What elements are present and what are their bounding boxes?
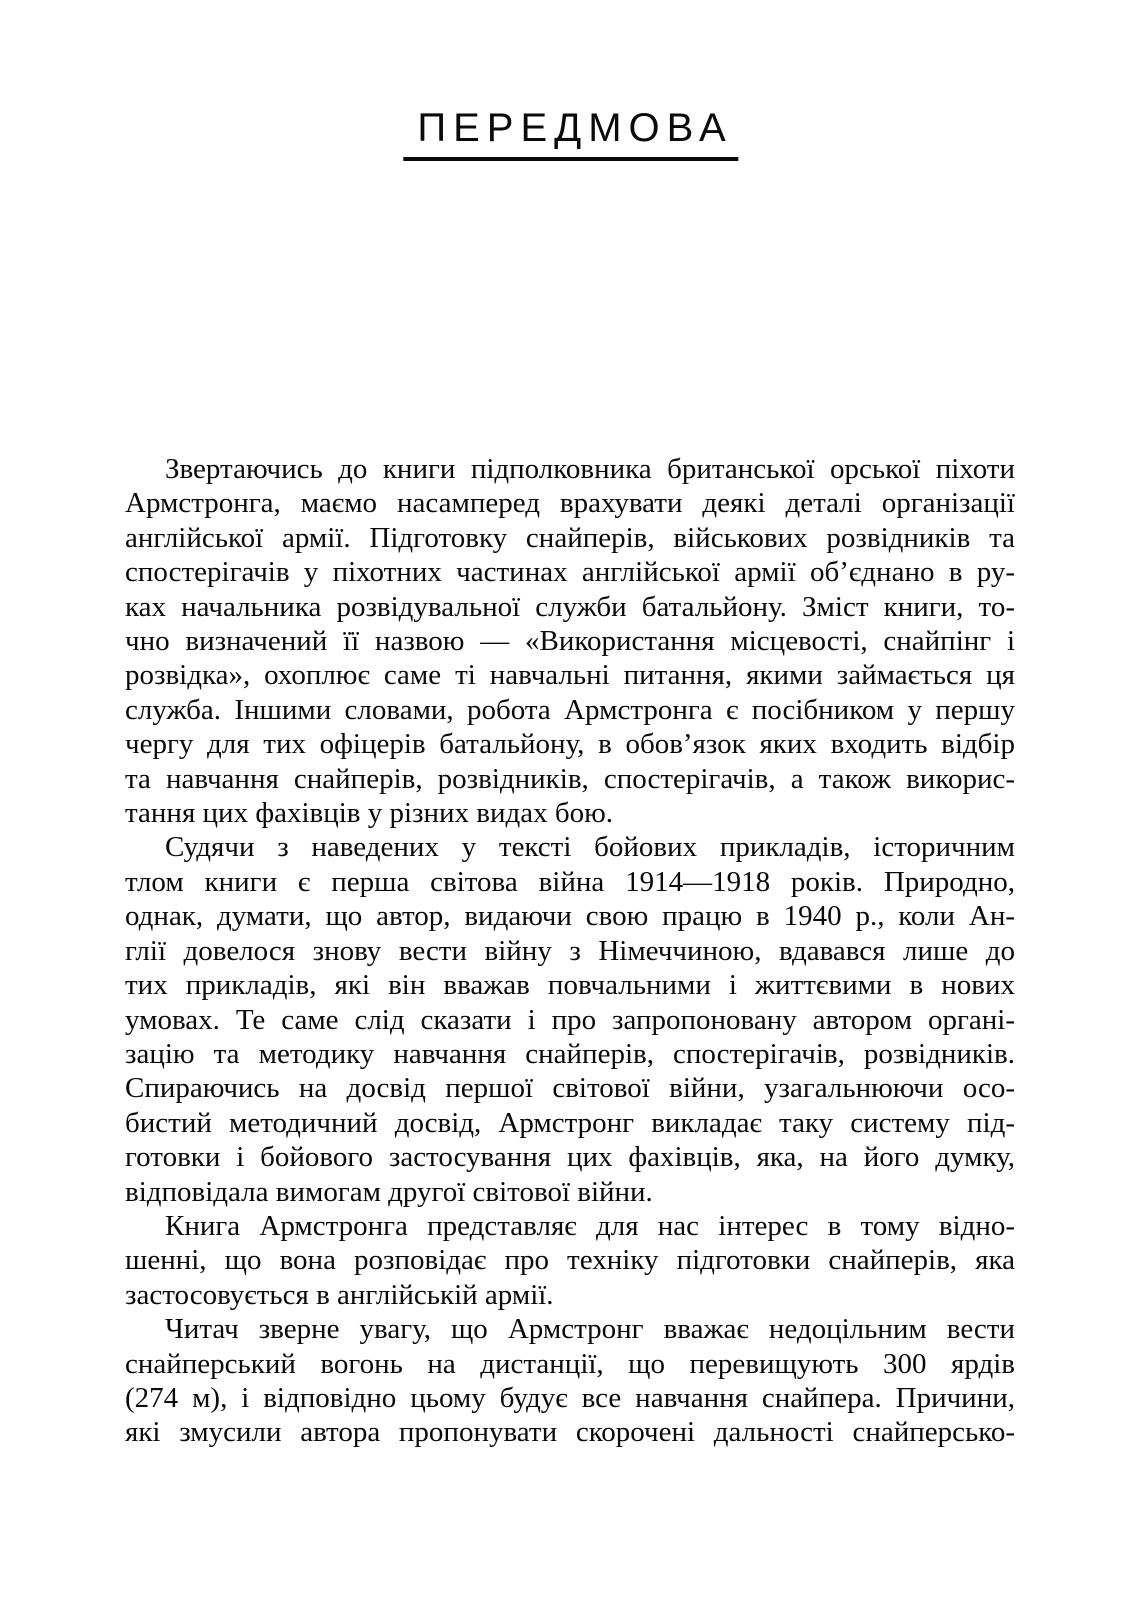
text-line: тих прикладів, які він вважав повчальними і життєвими в нових — [125, 969, 1015, 1002]
text-line: шенні, що вона розповідає про техніку підготовки снайперів, яка — [125, 1244, 1015, 1277]
text-line: спостерігачів у піхотних частинах англійської армії об’єднано в ру- — [125, 556, 1015, 589]
text-line: які змусили автора пропонувати скорочені дальності снайперсько- — [125, 1416, 1015, 1449]
text-line: Читач зверне увагу, що Армстронг вважає недоцільним вести — [165, 1313, 1015, 1346]
text-line: Армстронга, маємо насамперед врахувати деякі деталі організації — [125, 487, 1015, 520]
text-line: чергу для тих офіцерів батальйону, в обов’язок яких входить відбір — [125, 728, 1015, 761]
text-line: однак, думати, що автор, видаючи свою працю в 1940 р., коли Ан- — [125, 900, 1015, 933]
text-line: Книга Армстронга представляє для нас інтерес в тому відно- — [165, 1209, 1015, 1242]
text-line: снайперський вогонь на дистанції, що перевищують 300 ярдів — [125, 1347, 1015, 1380]
text-line: англійської армії. Підготовку снайперів, військових розвідників та — [125, 521, 1015, 554]
text-line: Судячи з наведених у тексті бойових прикладів, історичним — [165, 831, 1015, 864]
text-line: (274 м), і відповідно цьому будує все навчання снайпера. Причини, — [125, 1381, 1015, 1414]
text-line: розвідка», охоплює саме ті навчальні питання, якими займається ця — [125, 659, 1015, 692]
text-line: служба. Іншими словами, робота Армстронга є посібником у першу — [125, 693, 1015, 726]
body-text — [125, 452, 1015, 1450]
text-line: тлом книги є перша світова війна 1914—1918 років. Природно, — [125, 865, 1015, 898]
text-line: готовки і бойового застосування цих фахівців, яка, на його думку, — [125, 1141, 1015, 1174]
text-line: відповідала вимогам другої світової війни. — [125, 1175, 653, 1208]
text-line: Звертаючись до книги підполковника британської орської піхоти — [165, 453, 1015, 485]
page-title: ПЕРЕДМОВА — [403, 108, 738, 161]
text-line: бистий методичний досвід, Армстронг викладає таку систему під- — [125, 1106, 1015, 1139]
text-line: чно визначений її назвою — «Використання місцевості, снайпінг і — [125, 625, 1015, 658]
text-line: умовах. Те саме слід сказати і про запропоновану автором органі- — [125, 1003, 1015, 1036]
text-line: ках начальника розвідувальної служби батальйону. Зміст книги, то- — [125, 590, 1015, 623]
text-line: застосовується в англійській армії. — [125, 1278, 554, 1311]
text-line: зацію та методику навчання снайперів, спостерігачів, розвідників. — [125, 1037, 1015, 1070]
text-line: та навчання снайперів, розвідників, спостерігачів, а також викорис- — [125, 762, 1015, 795]
text-line: тання цих фахівців у різних видах бою. — [125, 797, 614, 830]
text-line: Спираючись на досвід першої світової війни, узагальнюючи осо- — [125, 1072, 1015, 1105]
text-line: глії довелося знову вести війну з Німеччиною, вдавався лише до — [125, 934, 1015, 967]
